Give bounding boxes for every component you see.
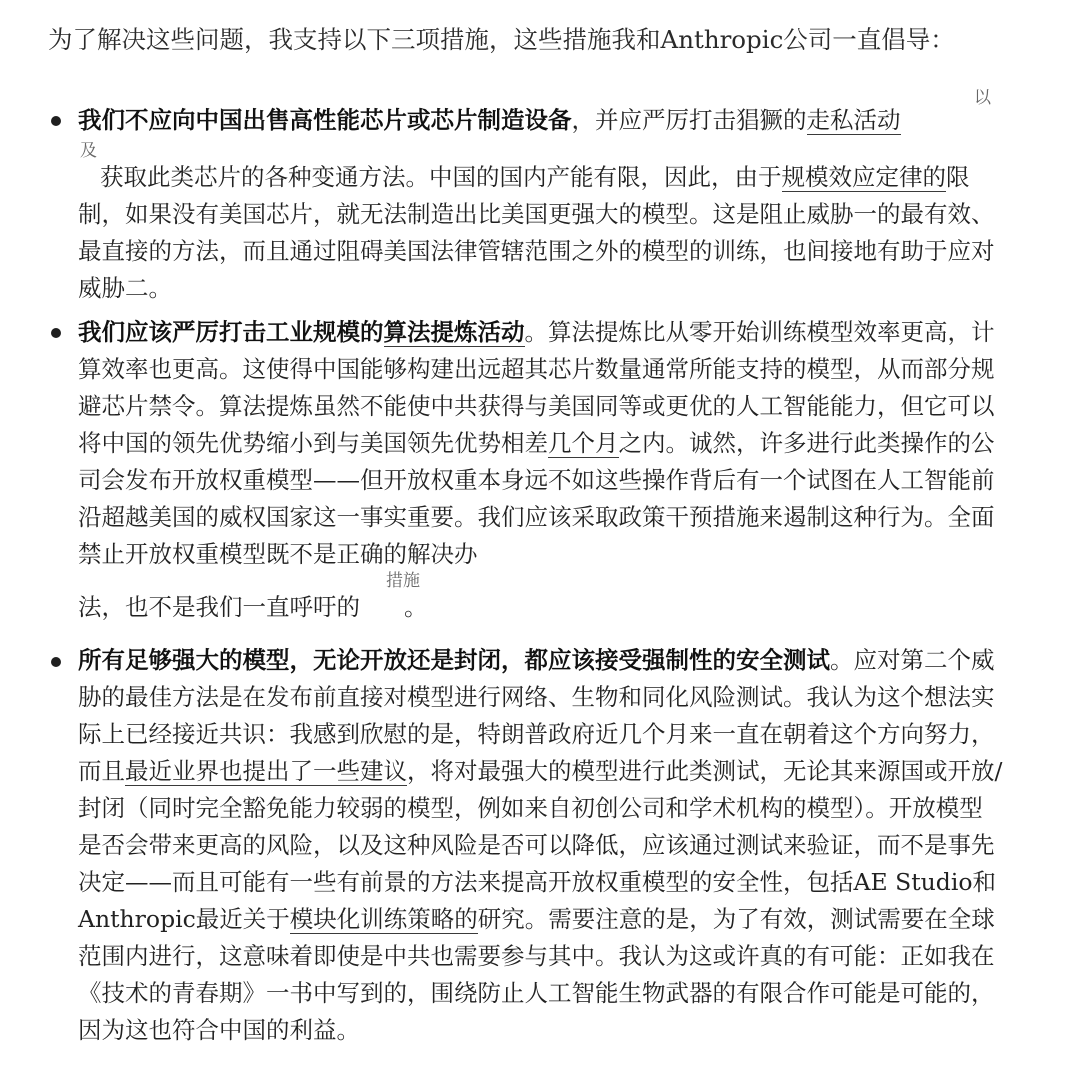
line-1 <box>78 102 1003 139</box>
intro-paragraph: 为了解决这些问题，我支持以下三项措施，这些措施我和Anthropic公司一直倡导： <box>48 25 955 54</box>
list-item-text <box>78 102 1003 307</box>
text-run: 之内。诚然，许多进行此类操作的公司会发布开放权重模型——但开放权重本身远不如这些操作背后有一个试图在人工智能前沿超越美国的威权国家这一事实重要。我们应该采取政策干预措施来遏制这种行为。全面禁止开放权重模型既不是正确的解决办 <box>78 429 995 568</box>
bullet-dot <box>51 116 61 126</box>
bold-lead: 我们不应向中国出售高性能芯片或芯片制造设备 <box>78 106 572 134</box>
smuggling-link[interactable]: 走私活动 <box>806 106 901 134</box>
list-item-text <box>78 314 1003 573</box>
list-item-text <box>78 642 1003 1049</box>
text-run: 法，也不是我们一直呼吁的 <box>78 593 360 621</box>
bullet-dot <box>51 657 61 667</box>
text-run: 限制，如果没有美国芯片，就无法制造出比美国更强大的模型。这是阻止威胁一的最有效、最直接的方法，而且通过阻碍美国法律管辖范围之外的模型的训练，也间接地有助于应对威胁二。 <box>78 163 995 302</box>
annotation-text: 以 <box>974 88 991 108</box>
industry-proposals-link[interactable]: 最近业界也提出了一些建议 <box>125 757 407 785</box>
scaling-law-link[interactable]: 规模效应定律的 <box>781 163 946 191</box>
bullet-dot <box>51 328 61 338</box>
text-run: ，将对最强大的模型进行此类测试，无论其来源国或开放/封闭（同时完全豁免能力较弱的模型，例如来自初创公司和学术机构的模型）。开放模型是否会带来更高的风险，以及这种风险是否可以降低，应该通过测试来验证，而不是事先决定——而且可能有一些有前景的方法来提高开放权重模型的安全性，包括AE Studio和Anthropic最近关于 <box>78 757 1003 933</box>
annotation-text: 及 <box>80 141 97 161</box>
last-line <box>78 589 1003 626</box>
few-months-link[interactable]: 几个月 <box>548 429 619 457</box>
line-2 <box>78 159 1003 307</box>
text-run: 一书中写到的，围绕防止人工智能生物武器的有限合作可能是可能的，因为这也符合中国的利益。 <box>78 979 995 1044</box>
text-run: 。 <box>404 593 428 621</box>
modular-training-link[interactable]: 模块化训练策略的 <box>289 905 478 933</box>
line-block <box>78 318 995 568</box>
text-run: 研究。需要注意的是，为了有效，测试需要在全球范围内进行，这意味着即使是中共也需要参与其中。我认为这或许真的有可能：正如我在《技术的青春期》 <box>78 905 995 1007</box>
text-run: 。算法提炼比从零开始训练模型效率更高，计算效率也更高。这使得中国能够构建出远超其芯片数量通常所能支持的模型，从而部分规避芯片禁令。算法提炼虽然不能使中共获得与美国同等或更优的人工智能能力，但它可以将中国的领先优势缩小到与美国领先优势相差 <box>78 318 995 457</box>
bold-lead: 我们应该严厉打击工业规模的 <box>78 318 384 346</box>
text-run: 获取此类芯片的各种变通方法。中国的国内产能有限，因此，由于 <box>100 163 782 191</box>
text-run: 。应对第二个威胁的最佳方法是在发布前直接对模型进行网络、生物和同化风险测试。我认为这个想法实际上已经接近共识：我感到欣慰的是，特朗普政府近几个月来一直在朝着这个方向努力，而且 <box>78 646 995 785</box>
line-block <box>78 646 1002 1044</box>
text-run: ，并应严厉打击猖獗的 <box>571 106 807 134</box>
annotation-text: 措施 <box>386 571 420 591</box>
distillation-link[interactable]: 算法提炼活动 <box>383 318 525 346</box>
bold-lead: 所有足够强大的模型，无论开放还是封闭，都应该接受强制性的安全测试 <box>78 646 830 674</box>
